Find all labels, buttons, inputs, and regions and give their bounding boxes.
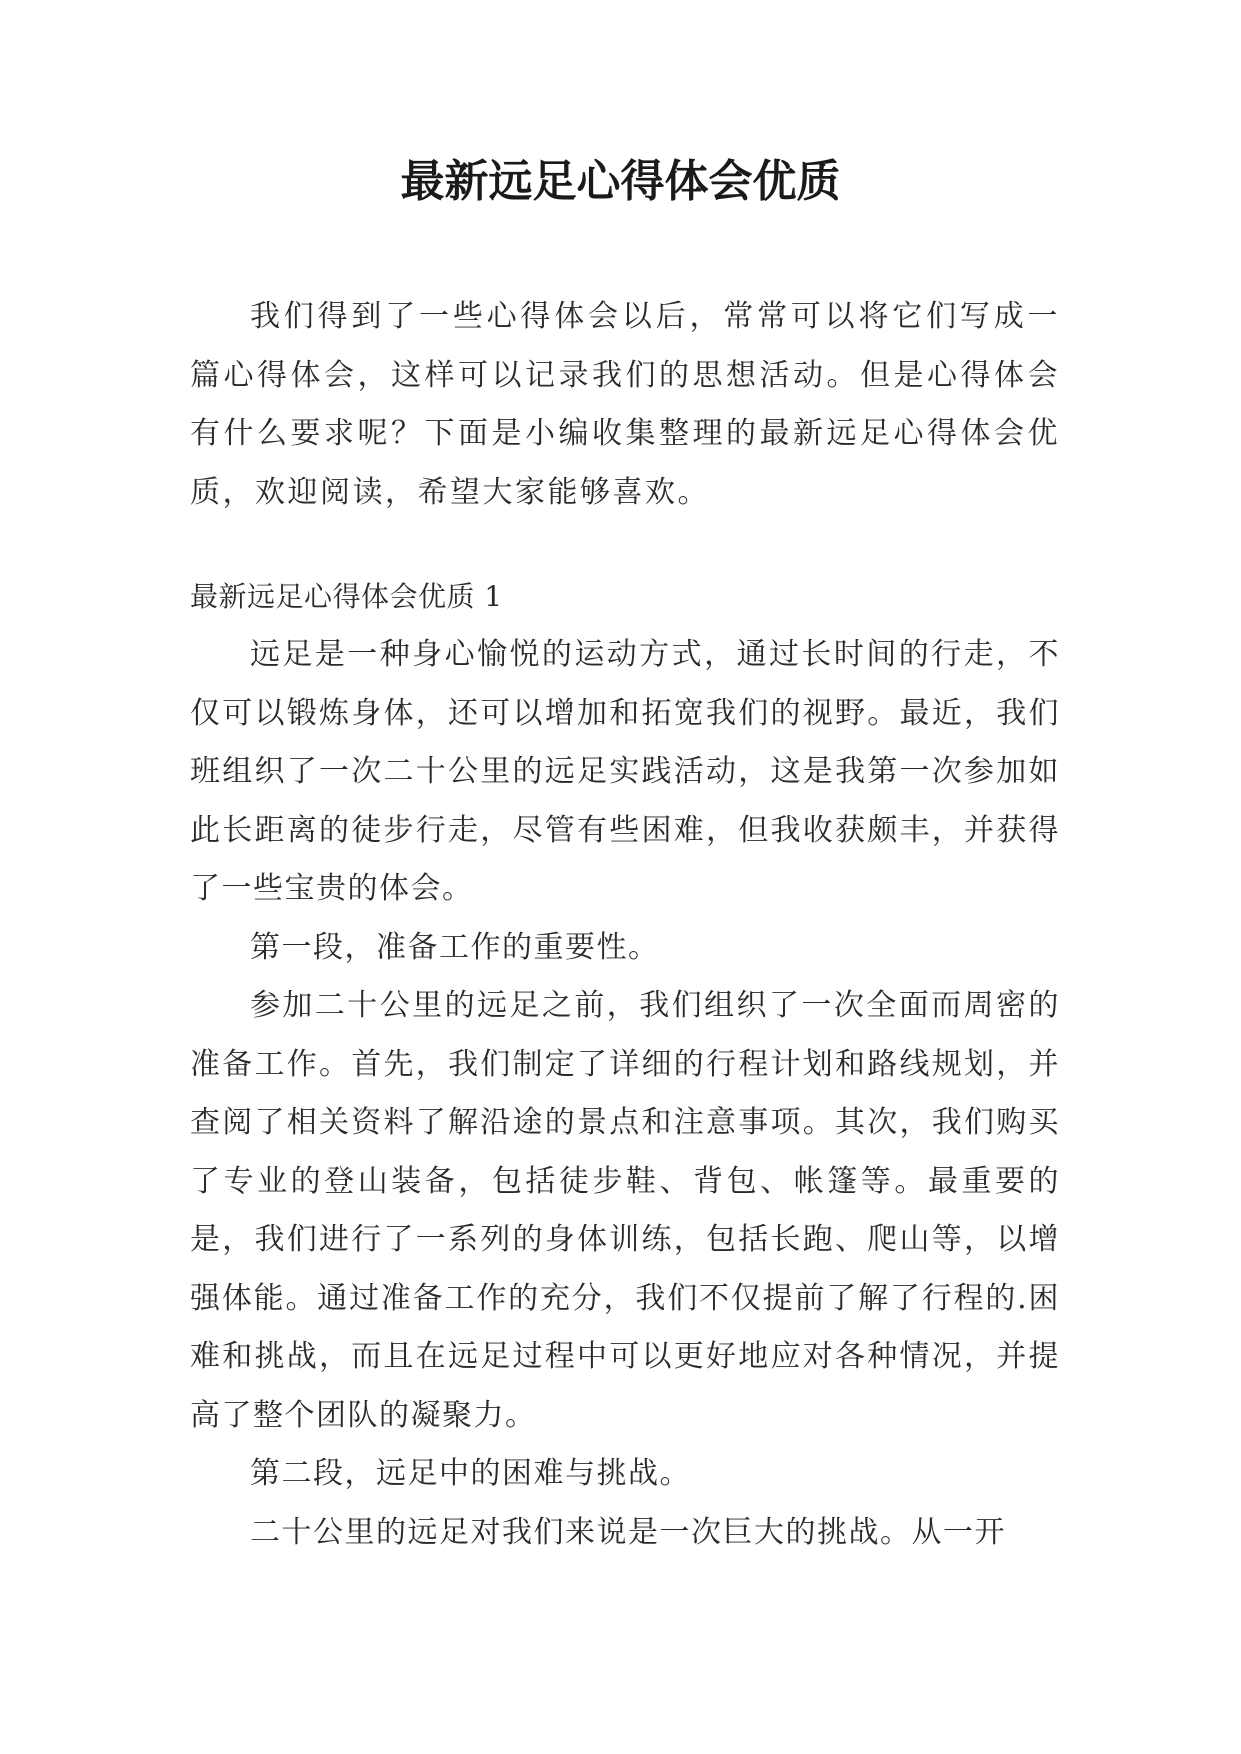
body-paragraph: 第二段，远足中的困难与挑战。 — [250, 1456, 691, 1491]
document-body — [190, 288, 1060, 1562]
section-heading: 最新远足心得体会优质 1 — [190, 580, 503, 613]
body-paragraph: 远足是一种身心愉悦的运动方式，通过长时间的行走，不仅可以锻炼身体，还可以增加和拓宽我们的视野。最近，我们班组织了一次二十公里的远足实践活动，这是我第一次参加如此长距离的徒步行走，尽管有些困难，但我收获颇丰，并获得了一些宝贵的体会。 — [190, 637, 1060, 906]
body-paragraph: 第一段，准备工作的重要性。 — [250, 929, 660, 965]
body-paragraph: 参加二十公里的远足之前，我们组织了一次全面而周密的准备工作。首先，我们制定了详细的行程计划和路线规划，并查阅了相关资料了解沿途的景点和注意事项。其次，我们购买了专业的登山装备，包括徒步鞋、背包、帐篷等。最重要的是，我们进行了一系列的身体训练，包括长跑、爬山等，以增强体能。通过准备工作的充分，我们不仅提前了解了行程的.困难和挑战，而且在远足过程中可以更好地应对各种情况，并提高了整个团队的凝聚力。 — [190, 988, 1060, 1433]
intro-paragraph: 我们得到了一些心得体会以后，常常可以将它们写成一篇心得体会，这样可以记录我们的思想活动。但是心得体会有什么要求呢？下面是小编收集整理的最新远足心得体会优质，欢迎阅读，希望大家能够喜欢。 — [190, 299, 1060, 510]
section-gap — [190, 522, 1060, 568]
body-paragraph: 二十公里的远足对我们来说是一次巨大的挑战。从一开 — [250, 1514, 1006, 1550]
document-title: 最新远足心得体会优质 — [400, 156, 841, 207]
